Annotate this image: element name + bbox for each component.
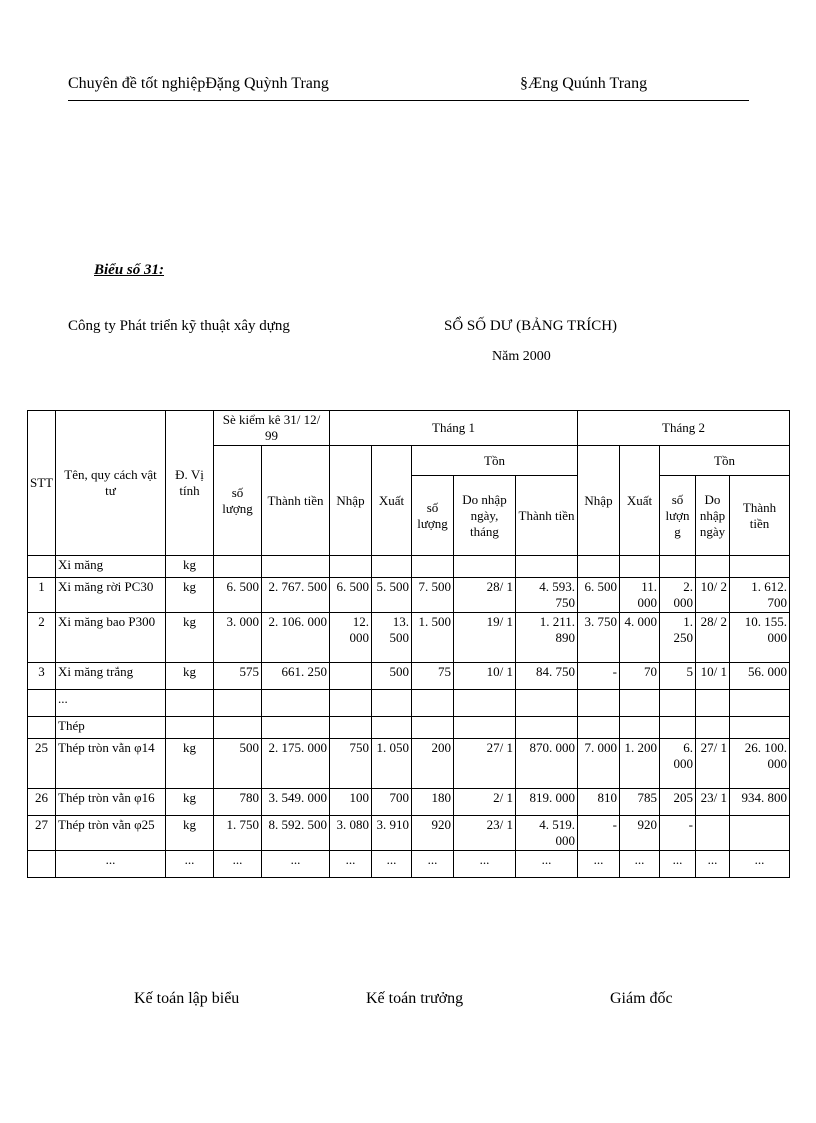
cell-name: Xi măng rời PC30: [56, 578, 166, 613]
cell-ton2-qty: 2. 000: [660, 578, 696, 613]
cell-qty: 780: [214, 789, 262, 816]
cell-ellipsis: ...: [660, 851, 696, 878]
section-row-steel: [28, 717, 790, 739]
cell-name: Thép tròn vằn φ25: [56, 816, 166, 851]
cell-ton2-amount: 26. 100. 000: [730, 739, 790, 789]
cell-ellipsis: ...: [56, 851, 166, 878]
cell-ton-date: 23/ 1: [454, 816, 516, 851]
cell-ton2-date: 10/ 1: [696, 663, 730, 690]
cell-unit: kg: [166, 578, 214, 613]
header-ton-date: Do nhập ngày, tháng: [454, 476, 516, 556]
cell-xuat2: 4. 000: [620, 613, 660, 663]
cell-amount: 8. 592. 500: [262, 816, 330, 851]
cell-ton-date: 2/ 1: [454, 789, 516, 816]
cell-xuat: 700: [372, 789, 412, 816]
section-row-cement: [28, 556, 790, 578]
cell-ton-amount: 819. 000: [516, 789, 578, 816]
cell-name: ...: [56, 690, 166, 717]
cell-stt: 2: [28, 613, 56, 663]
cell-ton2-amount: 1. 612. 700: [730, 578, 790, 613]
cell-xuat: 1. 050: [372, 739, 412, 789]
header-inventory: Sè kiểm kê 31/ 12/ 99: [214, 411, 330, 446]
cell-qty: 575: [214, 663, 262, 690]
cell-stt: 3: [28, 663, 56, 690]
cell-name: Thép tròn vằn φ14: [56, 739, 166, 789]
cell-qty: 1. 750: [214, 816, 262, 851]
cell-ton-qty: 180: [412, 789, 454, 816]
cell-qty: 500: [214, 739, 262, 789]
cell-ton2-qty: 5: [660, 663, 696, 690]
cell-nhap: 3. 080: [330, 816, 372, 851]
book-title: SỔ SỐ DƯ (BẢNG TRÍCH): [444, 318, 618, 334]
cell-xuat: 5. 500: [372, 578, 412, 613]
cell-ton-date: 19/ 1: [454, 613, 516, 663]
cell-unit: kg: [166, 613, 214, 663]
cell-nhap: 12. 000: [330, 613, 372, 663]
cell-qty: 6. 500: [214, 578, 262, 613]
cell-ton2-qty: 1. 250: [660, 613, 696, 663]
section-name: Thép: [56, 717, 166, 739]
cell-xuat2: 920: [620, 816, 660, 851]
cell-ton-date: 10/ 1: [454, 663, 516, 690]
table-row: [28, 578, 790, 613]
cell-xuat2: 785: [620, 789, 660, 816]
cell-ton2-amount: 56. 000: [730, 663, 790, 690]
cell-xuat: 13. 500: [372, 613, 412, 663]
cell-ellipsis: ...: [578, 851, 620, 878]
cell-ellipsis: ...: [620, 851, 660, 878]
cell-name: Xi măng bao P300: [56, 613, 166, 663]
cell-ton2-date: [696, 816, 730, 851]
cell-ellipsis: ...: [372, 851, 412, 878]
balance-ledger-table: [27, 410, 790, 878]
cell-ellipsis: ...: [412, 851, 454, 878]
cell-nhap2: 6. 500: [578, 578, 620, 613]
cell-ton2-amount: 10. 155. 000: [730, 613, 790, 663]
cell-ellipsis: ...: [696, 851, 730, 878]
header-stt: STT: [28, 411, 56, 556]
cell-stt: 26: [28, 789, 56, 816]
header-divider: [68, 100, 749, 101]
cell-nhap: 750: [330, 739, 372, 789]
cell-ton-date: 27/ 1: [454, 739, 516, 789]
cell-xuat2: 70: [620, 663, 660, 690]
cell-ellipsis: ...: [214, 851, 262, 878]
cell-xuat: 500: [372, 663, 412, 690]
cell-unit: kg: [166, 739, 214, 789]
cell-ton2-amount: [730, 816, 790, 851]
cell-ton2-date: 10/ 2: [696, 578, 730, 613]
cell-nhap2: -: [578, 663, 620, 690]
cell-amount: 661. 250: [262, 663, 330, 690]
cell-amount: 2. 106. 000: [262, 613, 330, 663]
header-xuat: Xuất: [372, 446, 412, 556]
cell-ton-amount: 1. 211. 890: [516, 613, 578, 663]
cell-nhap: 100: [330, 789, 372, 816]
cell-ellipsis: ...: [454, 851, 516, 878]
book-year: Năm 2000: [492, 349, 551, 364]
table-row: [28, 739, 790, 789]
cell-amount: 2. 767. 500: [262, 578, 330, 613]
cell-ton2-qty: 6. 000: [660, 739, 696, 789]
header-ton2-amount: Thành tiền: [730, 476, 790, 556]
table-row: [28, 789, 790, 816]
table-row: [28, 613, 790, 663]
cell-ton-qty: 1. 500: [412, 613, 454, 663]
header-right-text: §Æng Quúnh Trang: [520, 75, 648, 92]
cell-name: Thép tròn vằn φ16: [56, 789, 166, 816]
header-left-text: Chuyên đề tốt nghiệpĐặng Quỳnh Trang: [68, 75, 329, 92]
cell-ton2-qty: 205: [660, 789, 696, 816]
cell-ton-date: 28/ 1: [454, 578, 516, 613]
cell-ton-amount: 84. 750: [516, 663, 578, 690]
header-name: Tên, quy cách vật tư: [56, 411, 166, 556]
header-ton2-date: Do nhập ngày: [696, 476, 730, 556]
cell-amount: 2. 175. 000: [262, 739, 330, 789]
cell-qty: 3. 000: [214, 613, 262, 663]
cell-ton-qty: 75: [412, 663, 454, 690]
form-number: Biểu số 31:: [94, 262, 165, 278]
cell-xuat: 3. 910: [372, 816, 412, 851]
table-row: [28, 816, 790, 851]
cell-unit: kg: [166, 816, 214, 851]
signature-chief-accountant: Kế toán trưởng: [366, 990, 464, 1007]
header-ton-qty: số lượng: [412, 476, 454, 556]
cell-ellipsis: ...: [262, 851, 330, 878]
cell-xuat2: 11. 000: [620, 578, 660, 613]
signature-director: Giám đốc: [610, 990, 673, 1007]
cell-xuat2: 1. 200: [620, 739, 660, 789]
cell-ton2-date: 28/ 2: [696, 613, 730, 663]
cell-nhap2: 7. 000: [578, 739, 620, 789]
table-row: [28, 690, 790, 717]
header-ton2: Tồn: [660, 446, 790, 476]
cell-ton-qty: 200: [412, 739, 454, 789]
section-unit: kg: [166, 556, 214, 578]
cell-nhap2: 810: [578, 789, 620, 816]
cell-ton2-date: 27/ 1: [696, 739, 730, 789]
cell-nhap2: -: [578, 816, 620, 851]
cell-stt: 25: [28, 739, 56, 789]
header-qty: số lượng: [214, 446, 262, 556]
cell-ton2-qty: -: [660, 816, 696, 851]
signature-preparer: Kế toán lập biểu: [134, 990, 240, 1007]
header-unit: Đ. Vị tính: [166, 411, 214, 556]
cell-amount: 3. 549. 000: [262, 789, 330, 816]
cell-ellipsis: ...: [516, 851, 578, 878]
table-row-ellipsis: [28, 851, 790, 878]
cell-stt: 27: [28, 816, 56, 851]
cell-ton-qty: 920: [412, 816, 454, 851]
header-ton2-qty: số lượn g: [660, 476, 696, 556]
table-row: [28, 663, 790, 690]
cell-stt: 1: [28, 578, 56, 613]
header-nhap2: Nhập: [578, 446, 620, 556]
cell-name: Xi măng trắng: [56, 663, 166, 690]
cell-ton-amount: 4. 519. 000: [516, 816, 578, 851]
header-xuat2: Xuất: [620, 446, 660, 556]
cell-ellipsis: ...: [730, 851, 790, 878]
cell-nhap: 6. 500: [330, 578, 372, 613]
cell-unit: kg: [166, 663, 214, 690]
header-ton-amount: Thành tiền: [516, 476, 578, 556]
section-name: Xi măng: [56, 556, 166, 578]
cell-ton2-amount: 934. 800: [730, 789, 790, 816]
cell-stt: [28, 690, 56, 717]
cell-unit: kg: [166, 789, 214, 816]
cell-nhap: [330, 663, 372, 690]
header-month2: Tháng 2: [578, 411, 790, 446]
cell-ton-amount: 870. 000: [516, 739, 578, 789]
cell-ton2-date: 23/ 1: [696, 789, 730, 816]
header-amount: Thành tiền: [262, 446, 330, 556]
header-ton: Tồn: [412, 446, 578, 476]
cell-ellipsis: ...: [166, 851, 214, 878]
cell-nhap2: 3. 750: [578, 613, 620, 663]
cell-ton-qty: 7. 500: [412, 578, 454, 613]
company-name: Công ty Phát triển kỹ thuật xây dựng: [68, 318, 290, 334]
cell-ton-amount: 4. 593. 750: [516, 578, 578, 613]
cell-ellipsis: ...: [330, 851, 372, 878]
header-month1: Tháng 1: [330, 411, 578, 446]
header-nhap: Nhập: [330, 446, 372, 556]
